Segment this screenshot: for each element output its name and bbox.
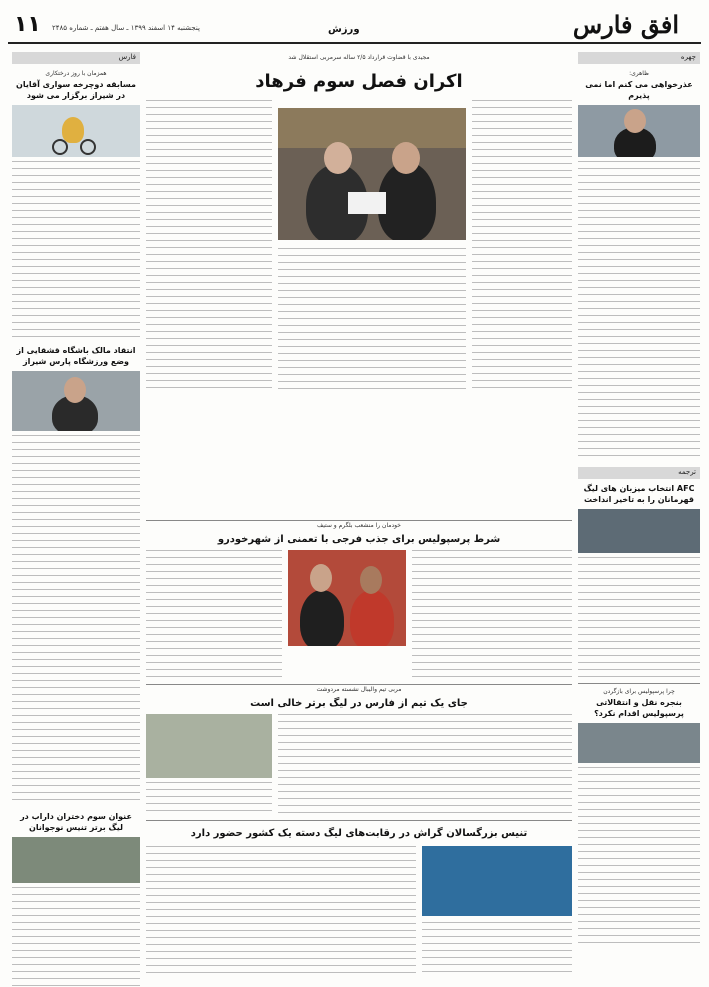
story-headline: انتقاد مالک باشگاه قشقایی از وضع ورزشگاه پارس شیراز [16, 346, 136, 366]
story-kicker: خودمان را منشعب بلگرم و ستیف [317, 522, 401, 529]
news-headline: AFC انتخاب میزبان های لیگ قهرمانان را به تاخیر انداخت [583, 484, 695, 504]
lead-kicker: مجیدی با قضاوت قرارداد ۲/۵ ساله سرمربی استقلال شد [288, 54, 430, 61]
bottom-photo [578, 723, 700, 763]
right-column-label: چهره [578, 52, 700, 64]
profile-photo [578, 105, 700, 157]
story-body-text [146, 846, 416, 974]
lead-body-text [146, 100, 272, 392]
lead-photo [278, 108, 466, 240]
story-headline: شرط پرسپولیس برای جذب فرجی با تعمنی از شهرخودرو [217, 534, 501, 545]
news-label: ترجمه [578, 467, 700, 479]
bottom-body-text [578, 767, 700, 947]
lead-headline: اکران فصل سوم فرهاد [255, 71, 463, 92]
story-body-text [146, 782, 272, 814]
story-body-text [278, 714, 572, 814]
players-photo [288, 550, 406, 646]
story-kicker: همزمان با روز درختکاری [45, 70, 107, 77]
lead-body-text [278, 248, 466, 392]
issue-meta: پنجشنبه ۱۴ اسفند ۱۳۹۹ ـ سال هفتم ـ شماره ۲۴۸۵ [52, 24, 200, 32]
left-column [12, 52, 140, 975]
left-column-label: فارس [12, 52, 140, 64]
profile-body-text [578, 161, 700, 461]
story-body-text [12, 887, 140, 987]
profile-kicker: ظاهری: [629, 70, 649, 77]
story-body-text [12, 435, 140, 805]
story-headline: تنیس بزرگسالان گراش در رقابت‌های لیگ دسته یک کشور حضور دارد [190, 828, 528, 839]
tennis-team-photo [12, 837, 140, 883]
page-header [8, 8, 701, 44]
right-column [578, 52, 700, 975]
main-column [146, 52, 572, 975]
newspaper-logo: افق فارس [572, 10, 679, 39]
cyclist-photo [12, 105, 140, 157]
story-body-text [412, 550, 572, 680]
story-headline: مسابقه دوچرخه سواری آقایان در شیراز برگزار می شود [16, 80, 136, 100]
story-body-text [12, 161, 140, 341]
bottom-kicker: چرا پرسپولیس برای بازگردن [603, 688, 675, 695]
story-kicker: مربی تیم والیبال نشسته مردوشت [316, 686, 402, 693]
volleyball-team-photo [146, 714, 272, 778]
story-body-text [146, 550, 282, 680]
section-title: ورزش [328, 24, 360, 35]
news-photo [578, 509, 700, 553]
profile-headline: عذرخواهی می کنم اما نمی پذیرم [585, 80, 693, 100]
story-headline: عنوان سوم دختران داراب در لیگ برتر تنیس نوجوانان [20, 812, 132, 832]
news-body-text [578, 557, 700, 677]
page-number: ۱۱ [14, 12, 41, 37]
story-headline: جای یک تیم از فارس در لیگ برتر خالی است [250, 698, 468, 709]
bottom-headline: بنجره نقل و انتقالاتی پرسپولیس اقدام نکرد؟ [594, 698, 684, 718]
lead-body-text [472, 100, 572, 392]
portrait-photo [12, 371, 140, 431]
tennis-players-photo [422, 846, 572, 916]
story-body-text [422, 922, 572, 974]
